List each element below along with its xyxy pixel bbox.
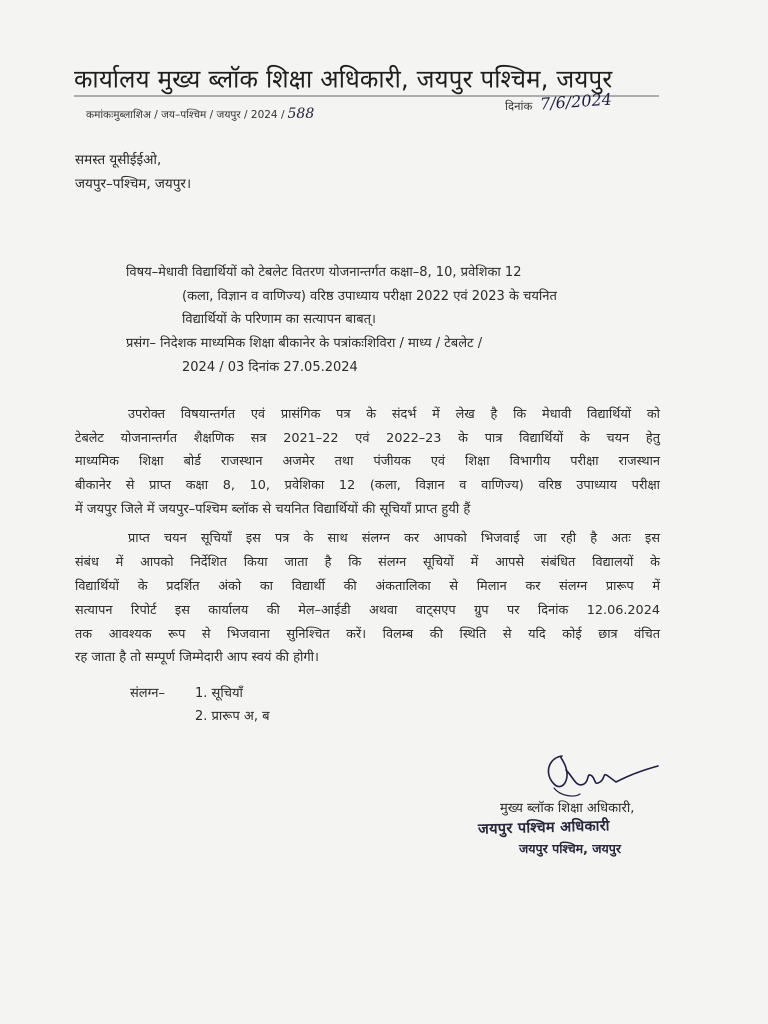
- reference-line-2: 2024 / 03 दिनांक 27.05.2024: [182, 360, 358, 375]
- office-stamp-line-2: जयपुर पश्चिम, जयपुर: [519, 841, 621, 856]
- paragraph1-line-2: टेबलेट योजनान्तर्गत शैक्षणिक सत्र 2021–22 एवं 2022–23 के पात्र विद्यार्थियों के चयन हेतु: [75, 431, 660, 446]
- enclosure-item-1: 1. सूचियाँ: [195, 686, 243, 701]
- addressee-line-1: समस्त यूसीईईओ,: [75, 152, 162, 168]
- reference-line-1: प्रसंग– निदेशक माध्यमिक शिक्षा बीकानेर के पत्रांकःशिविरा / माध्य / टेबलेट /: [126, 336, 483, 351]
- handwritten-date: 7/6/2024: [539, 89, 613, 114]
- paragraph1-line-4: बीकानेर से प्राप्त कक्षा 8, 10, प्रवेशिका 12 (कला, विज्ञान व वाणिज्य) वरिष्ठ उपाध्याय परीक्षा: [75, 478, 660, 493]
- subject-line-2: (कला, विज्ञान व वाणिज्य) वरिष्ठ उपाध्याय परीक्षा 2022 एवं 2023 के चयनित: [182, 289, 557, 304]
- paragraph2-line-1: प्राप्त चयन सूचियाँ इस पत्र के साथ संलग्न कर आपको भिजवाई जा रही है अतः इस: [128, 531, 660, 546]
- paragraph2-line-4: सत्यापन रिपोर्ट इस कार्यालय की मेल–आईडी अथवा वाट्सएप ग्रुप पर दिनांक 12.06.2024: [75, 603, 660, 618]
- enclosure-label: संलग्न–: [130, 686, 165, 701]
- paragraph1-line-1: उपरोक्त विषयान्तर्गत एवं प्रासंगिक पत्र के संदर्भ में लेख है कि मेधावी विद्यार्थियों को: [128, 407, 660, 422]
- enclosure-item-2: 2. प्रारूप अ, ब: [195, 709, 270, 724]
- office-stamp-line-1: जयपुर पश्चिम अधिकारी: [477, 818, 610, 838]
- reference-number-line: [86, 106, 314, 122]
- reference-prefix: कमांकःमुब्लाशिअ / जय–पश्चिम / जयपुर / 2024 /: [86, 109, 285, 121]
- subject-line-1: विषय–मेधावी विद्यार्थियों को टेबलेट वितरण योजनान्तर्गत कक्षा–8, 10, प्रवेशिका 12: [126, 265, 522, 280]
- paragraph2-line-3: विद्यार्थियों के प्रदर्शित अंको का विद्यार्थी की अंकतालिका से मिलान कर संलग्न प्रारूप में: [75, 579, 660, 594]
- paragraph2-line-6: रह जाता है तो सम्पूर्ण जिम्मेदारी आप स्वयं की होगी।: [75, 650, 319, 665]
- signature-designation: मुख्य ब्लॉक शिक्षा अधिकारी,: [500, 801, 635, 816]
- date-label: दिनांक: [505, 99, 533, 113]
- paragraph1-line-5: में जयपुर जिले में जयपुर–पश्चिम ब्लॉक से चयनित विद्यार्थियों की सूचियाँ प्राप्त हुयी हैं: [75, 502, 471, 517]
- office-title: कार्यालय मुख्य ब्लॉक शिक्षा अधिकारी, जयपुर पश्चिम, जयपुर: [74, 64, 613, 94]
- reference-number: 588: [287, 106, 315, 122]
- paragraph1-line-3: माध्यमिक शिक्षा बोर्ड राजस्थान अजमेर तथा पंजीयक एवं शिक्षा विभागीय परीक्षा राजस्थान: [75, 454, 660, 469]
- addressee-line-2: जयपुर–पश्चिम, जयपुर।: [75, 176, 192, 192]
- paragraph2-line-5: तक आवश्यक रूप से भिजवाना सुनिश्चित करें। विलम्ब की स्थिति से यदि कोई छात्र वंचित: [75, 627, 660, 642]
- subject-line-3: विद्यार्थियों के परिणाम का सत्यापन बाबत्।: [182, 312, 376, 327]
- paragraph2-line-2: संबंध में आपको निर्देशित किया जाता है कि संलग्न सूचियों में आपसे संबंधित विद्यालयों के: [75, 555, 660, 570]
